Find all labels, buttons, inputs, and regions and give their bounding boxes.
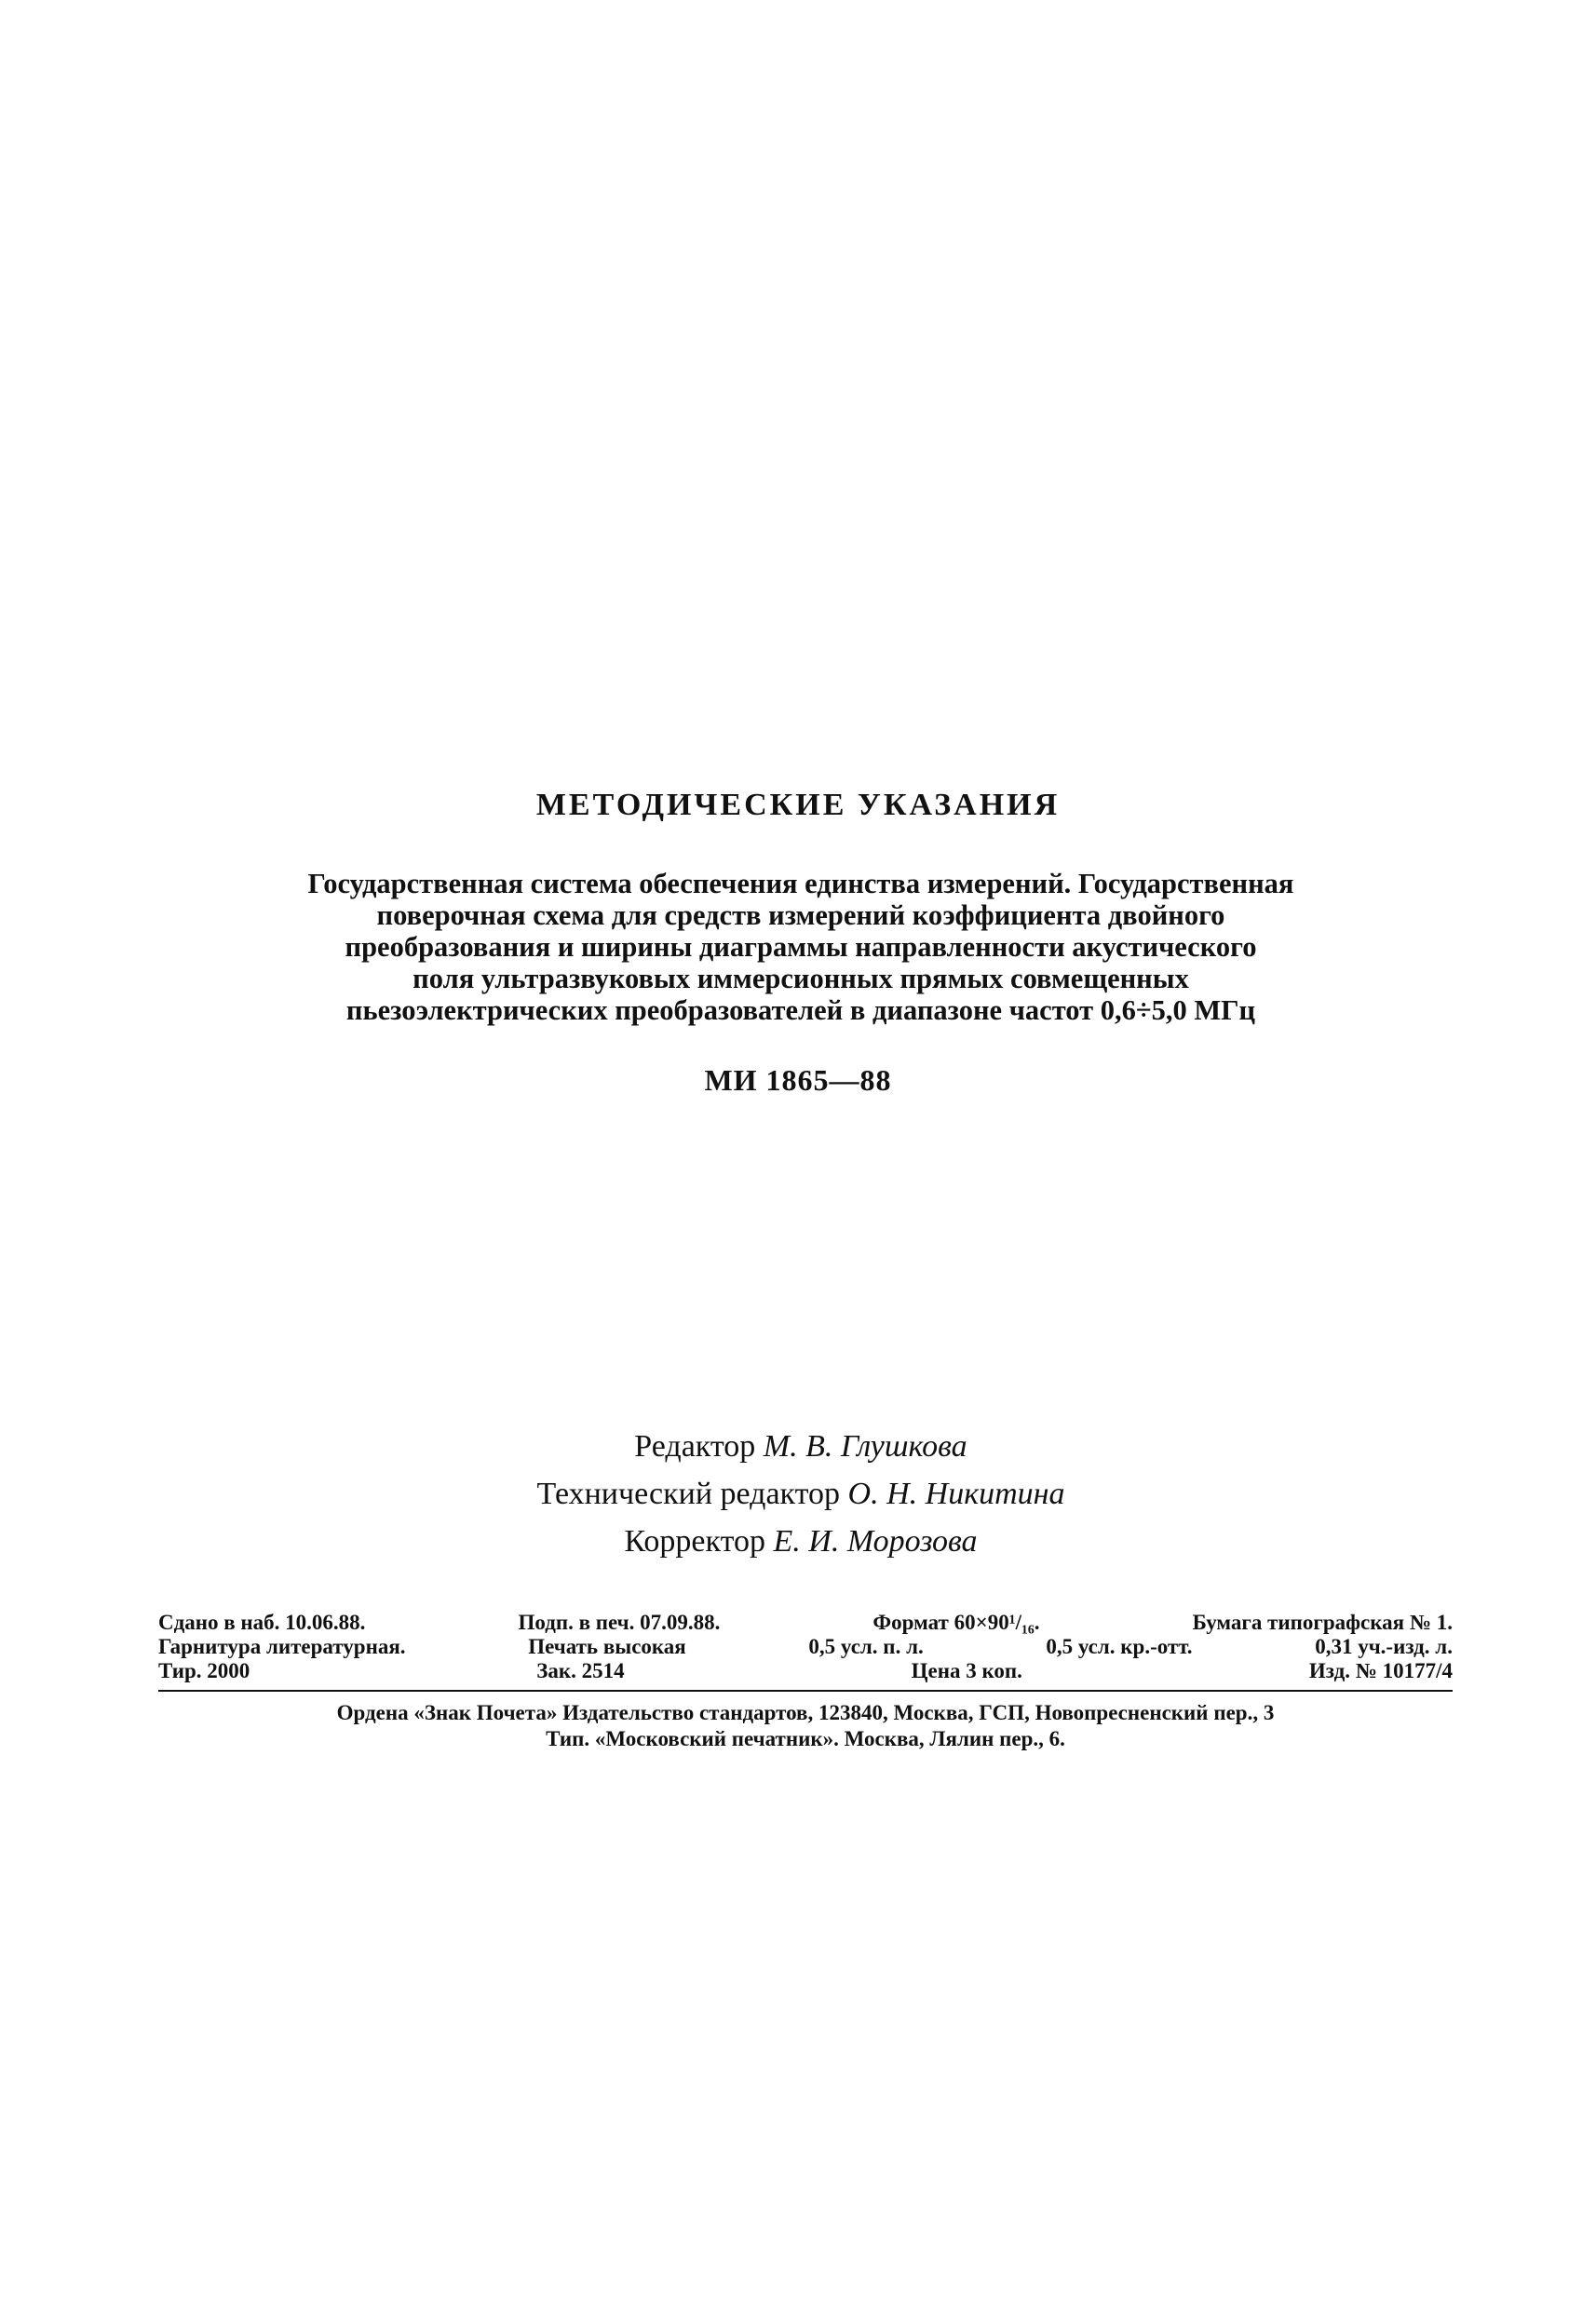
imprint-line-2 <box>158 1635 1453 1659</box>
credit-name: Е. И. Морозова <box>773 1524 978 1559</box>
imprint-item: Сдано в наб. 10.06.88. <box>158 1611 366 1634</box>
imprint-item: Изд. № 10177/4 <box>1308 1659 1453 1682</box>
imprint-line-1 <box>158 1611 1453 1635</box>
credit-role: Корректор <box>624 1524 765 1559</box>
credits-block <box>400 1423 1201 1565</box>
subject-line: поверочная схема для средств измерений коэффициента двойного <box>376 899 1225 931</box>
document-code: МИ 1865—88 <box>704 1063 892 1097</box>
credit-technical-editor <box>400 1470 1201 1518</box>
subject-line: поля ультразвуковых иммерсионных прямых совмещенных <box>413 963 1189 994</box>
imprint-item: Бумага типографская № 1. <box>1192 1611 1453 1634</box>
imprint-item: Зак. 2514 <box>536 1659 625 1682</box>
publisher-line: Ордена «Знак Почета» Издательство стандартов, 123840, Москва, ГСП, Новопресненский пер., 3 <box>336 1701 1275 1724</box>
document-subject <box>177 868 1425 1026</box>
credit-name: М. В. Глушкова <box>763 1429 967 1464</box>
document-title: МЕТОДИЧЕСКИЕ УКАЗАНИЯ <box>535 788 1061 822</box>
credit-name: О. Н. Никитина <box>847 1477 1065 1511</box>
subject-line: преобразования и ширины диаграммы направленности акустического <box>345 931 1257 963</box>
divider <box>158 1690 1453 1692</box>
credit-proofreader <box>400 1518 1201 1565</box>
imprint-item: 0,31 уч.-изд. л. <box>1315 1635 1453 1658</box>
printer-line: Тип. «Московский печатник». Москва, Лялин пер., 6. <box>546 1727 1065 1750</box>
credit-editor <box>400 1423 1201 1470</box>
subject-line: Государственная система обеспечения единства измерений. Государственная <box>307 868 1294 899</box>
imprint-item: Тир. 2000 <box>158 1659 250 1682</box>
imprint-block <box>158 1611 1453 1683</box>
imprint-item: 0,5 усл. кр.-отт. <box>1046 1635 1193 1658</box>
imprint-item: Гарнитура литературная. <box>158 1635 406 1658</box>
credit-role: Технический редактор <box>536 1477 841 1511</box>
publisher-block <box>158 1700 1453 1752</box>
imprint-item: Печать высокая <box>528 1635 686 1658</box>
imprint-item: 0,5 усл. п. л. <box>808 1635 924 1658</box>
subject-line: пьезоэлектрических преобразователей в диапазоне частот 0,6÷5,0 МГц <box>345 994 1256 1026</box>
imprint-item: Цена 3 коп. <box>911 1659 1022 1682</box>
credit-role: Редактор <box>634 1429 756 1464</box>
imprint-item: Формат 60×90¹/₁₆. <box>872 1611 1040 1634</box>
imprint-item: Подп. в печ. 07.09.88. <box>518 1611 721 1634</box>
imprint-line-3 <box>158 1659 1453 1683</box>
